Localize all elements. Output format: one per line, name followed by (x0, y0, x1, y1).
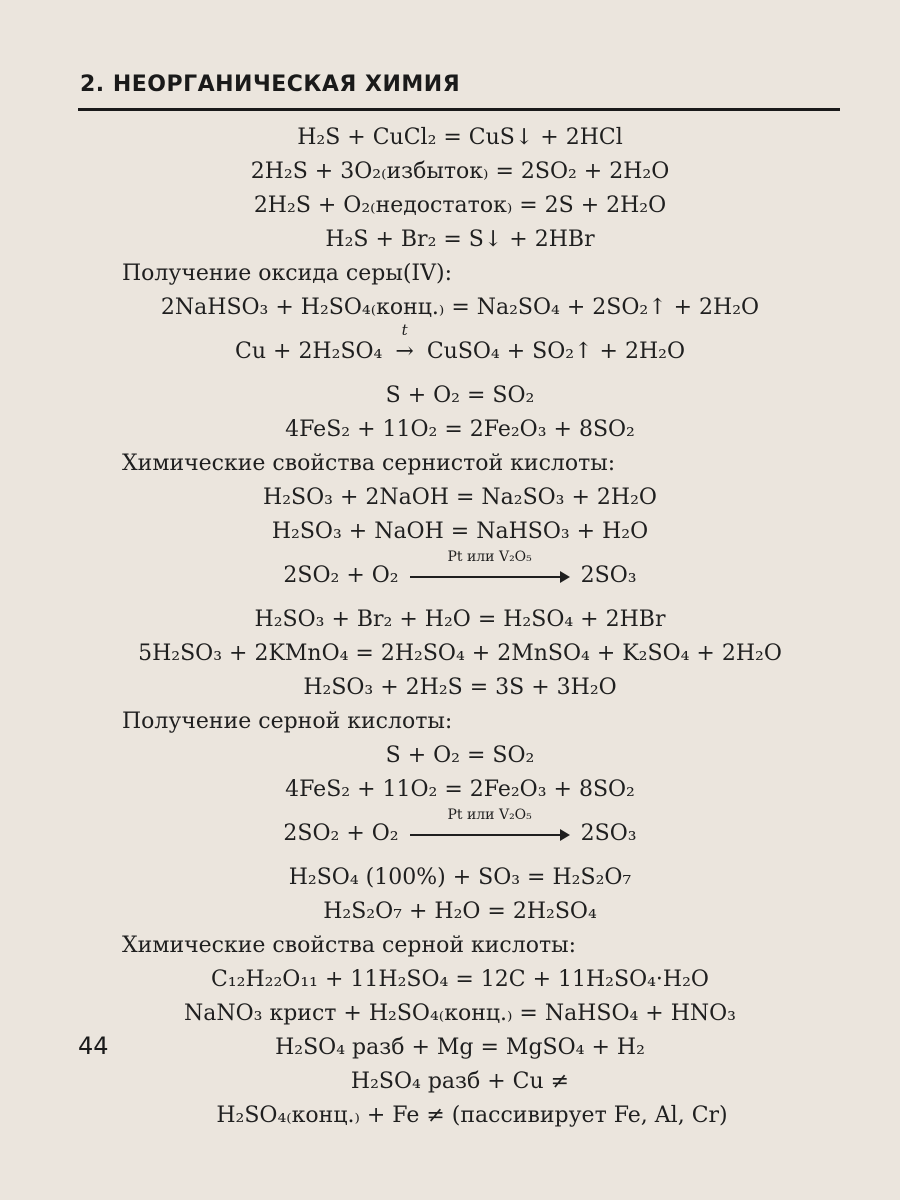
arrow-line (410, 576, 562, 578)
equation-sucrose-dehydration: C₁₂H₂₂O₁₁ + 11H₂SO₄ = 12C + 11H₂SO₄·H₂O (211, 967, 709, 992)
arrow-line (410, 834, 562, 836)
heading-sulfuric-acid-preparation: Получение серной кислоты: (122, 709, 453, 734)
equation-h2so4-fe-passivation: H₂SO₄₍конц.₎ + Fe ≠ (пассивирует Fe, Al, Cr) (216, 1103, 728, 1128)
equation-h2s2o7-water: H₂S₂O₇ + H₂O = 2H₂SO₄ (323, 899, 597, 924)
equation-fes2-roasting-2: 4FeS₂ + 11O₂ = 2Fe₂O₃ + 8SO₂ (285, 777, 635, 802)
equation-right: 2SO₃ (580, 563, 637, 588)
arrow-icon: → (395, 339, 414, 364)
equation-right: CuSO₄ + SO₂↑ + 2H₂O (426, 339, 685, 364)
equation-left: Cu + 2H₂SO₄ (235, 339, 383, 364)
equation-left: 2SO₂ + O₂ (283, 563, 399, 588)
equations-list (110, 121, 810, 1133)
equation-cu-h2so4 (110, 321, 810, 379)
equation-h2s-excess-oxygen: 2H₂S + 3O₂₍избыток₎ = 2SO₂ + 2H₂O (250, 159, 670, 184)
equation-h2s-br2: H₂S + Br₂ = S↓ + 2HBr (325, 227, 595, 252)
equation-h2so3-h2s: H₂SO₃ + 2H₂S = 3S + 3H₂O (303, 675, 617, 700)
equation-h2so3-2naoh: H₂SO₃ + 2NaOH = Na₂SO₃ + 2H₂O (263, 485, 657, 510)
equation-s-o2-2: S + O₂ = SO₂ (385, 743, 535, 768)
heat-arrow (395, 321, 414, 369)
equation-h2so3-naoh: H₂SO₃ + NaOH = NaHSO₃ + H₂O (271, 519, 649, 544)
equation-right: 2SO₃ (580, 821, 637, 846)
catalyst-arrow (410, 807, 570, 843)
heading-sulfuric-acid-properties: Химические свойства серной кислоты: (122, 933, 577, 958)
equation-h2so4-cu: H₂SO₄ разб + Cu ≠ (350, 1069, 570, 1094)
equation-left: 2SO₂ + O₂ (283, 821, 399, 846)
equation-nahso3-h2so4: 2NaHSO₃ + H₂SO₄₍конц.₎ = Na₂SO₄ + 2SO₂↑ + 2H₂O (160, 295, 760, 320)
heading-so2-preparation: Получение оксида серы(IV): (122, 261, 452, 286)
catalyst-arrow (410, 549, 570, 585)
equation-fes2-roasting: 4FeS₂ + 11O₂ = 2Fe₂O₃ + 8SO₂ (285, 417, 635, 442)
catalyst-label: Pt или V₂O₅ (447, 549, 532, 565)
equation-nano3-h2so4: NaNO₃ крист + H₂SO₄₍конц.₎ = NaHSO₄ + HNO₃ (183, 1001, 737, 1026)
equation-s-o2: S + O₂ = SO₂ (385, 383, 535, 408)
heading-sulfurous-acid-properties: Химические свойства сернистой кислоты: (122, 451, 616, 476)
equation-oleum: H₂SO₄ (100%) + SO₃ = H₂S₂O₇ (288, 865, 632, 890)
equation-h2s-limited-oxygen: 2H₂S + O₂₍недостаток₎ = 2S + 2H₂O (253, 193, 667, 218)
equation-so2-oxidation-2 (110, 807, 810, 861)
equation-so2-oxidation-1 (110, 549, 810, 603)
catalyst-label: Pt или V₂O₅ (447, 807, 532, 823)
equation-h2so4-mg: H₂SO₄ разб + Mg = MgSO₄ + H₂ (275, 1035, 645, 1060)
section-header: 2. НЕОРГАНИЧЕСКАЯ ХИМИЯ (80, 72, 461, 97)
heat-condition: t (401, 321, 408, 339)
equation-h2s-cucl2: H₂S + CuCl₂ = CuS↓ + 2HCl (297, 125, 623, 150)
page-number: 44 (78, 1032, 109, 1060)
arrow-head-icon (560, 829, 570, 841)
equation-h2so3-br2: H₂SO₃ + Br₂ + H₂O = H₂SO₄ + 2HBr (254, 607, 666, 632)
equation-h2so3-kmno4: 5H₂SO₃ + 2KMnO₄ = 2H₂SO₄ + 2MnSO₄ + K₂SO₄ + 2H₂O (138, 641, 782, 666)
header-rule (78, 108, 840, 111)
arrow-head-icon (560, 571, 570, 583)
